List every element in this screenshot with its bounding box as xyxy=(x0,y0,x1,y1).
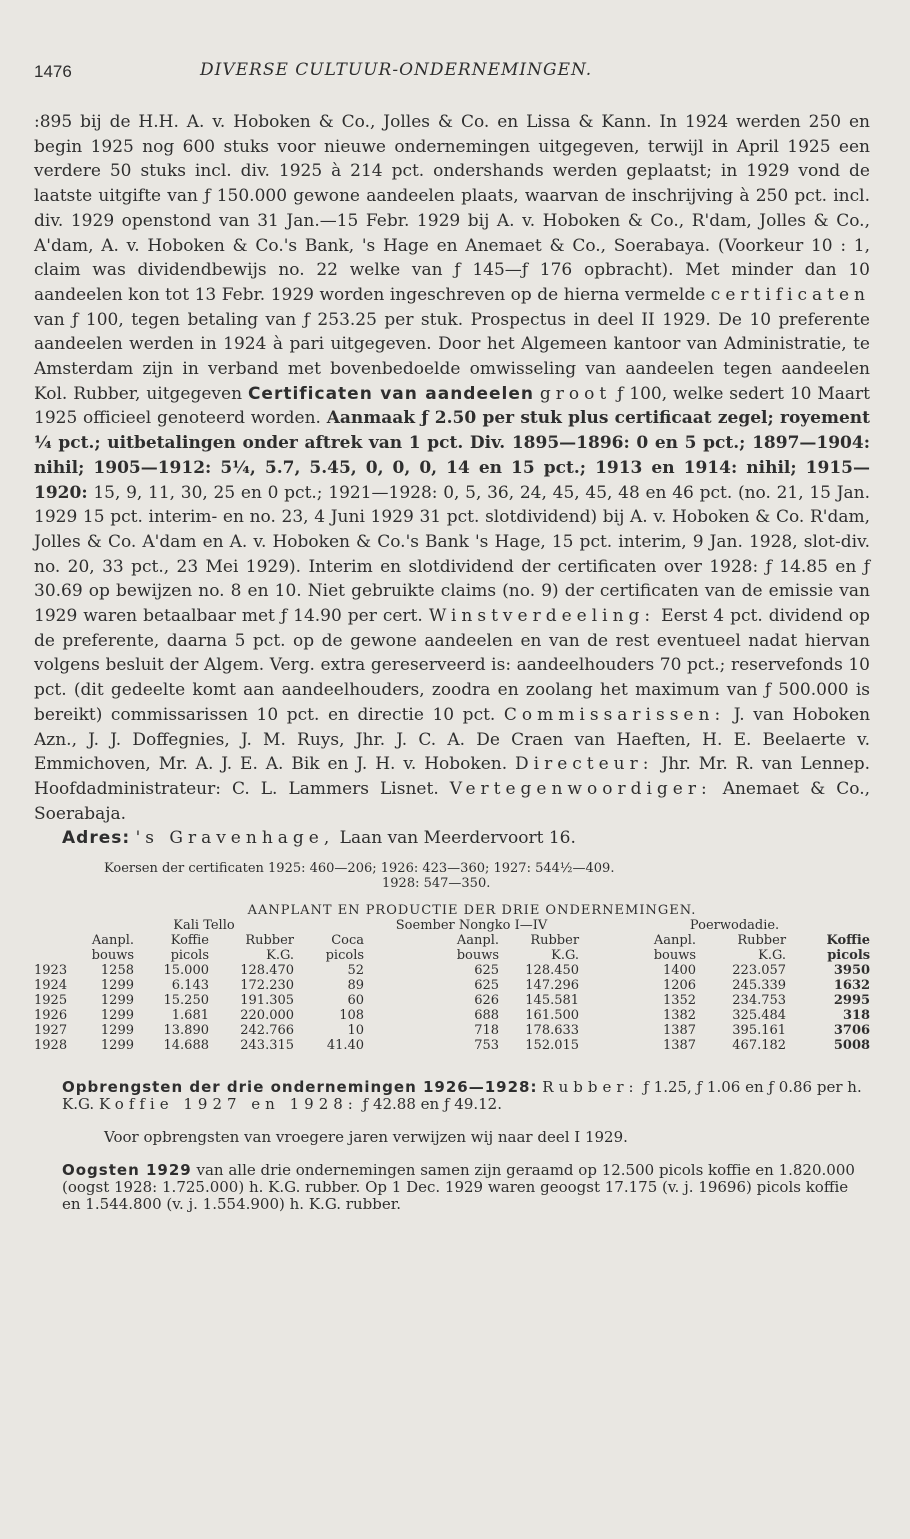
table-cell: 10 xyxy=(347,1023,365,1039)
table-cell: 2995 xyxy=(833,993,871,1009)
table-cell: 5008 xyxy=(833,1038,871,1054)
table-cell: 718 xyxy=(474,1023,500,1039)
table-cell: 60 xyxy=(347,993,365,1009)
table-cell: 1387 xyxy=(662,1038,697,1054)
column-unit: bouws xyxy=(91,948,134,964)
table-cell: 1299 xyxy=(100,978,134,994)
table-cell: 753 xyxy=(474,1038,500,1054)
column-unit: K.G. xyxy=(758,948,787,964)
table-cell: 13.890 xyxy=(163,1023,209,1039)
bold-run: Aanmaak ƒ 2.50 per stuk plus certificaat zegel; royement ¼ pct.; uitbetalingen onder aftrek van 1 pct. Div. 1895—1896: 0 en 5 pct.; 1897—1904: nihil; 1905—1912: 5¼, 5.7, 5.45, 0, 0, 0, 14 en 15 pct.; 1913 en 1914: nihil; 1915—1920: xyxy=(34,408,870,503)
certificate-prices xyxy=(104,861,870,891)
table-cell: 152.015 xyxy=(525,1038,580,1054)
header-row xyxy=(34,933,870,948)
table-cell: 626 xyxy=(474,993,500,1009)
table-cell: 3706 xyxy=(833,1023,871,1039)
table-cell: 223.057 xyxy=(732,963,787,979)
table-cell: 688 xyxy=(474,1008,500,1024)
table-row xyxy=(34,1023,870,1038)
production-grid xyxy=(34,918,870,1053)
table-cell: 15.000 xyxy=(163,963,209,979)
column-header: Koffie xyxy=(170,933,209,949)
section-heading-certificaten: Certificaten van aandeelen xyxy=(247,383,534,404)
table-cell: 89 xyxy=(347,978,365,994)
harvest-paragraph xyxy=(34,1162,870,1213)
column-header: Koffie xyxy=(826,933,871,949)
table-cell: 625 xyxy=(474,978,500,994)
table-cell: 172.230 xyxy=(240,978,295,994)
table-cell: 6.143 xyxy=(171,978,209,994)
table-cell: 1387 xyxy=(662,1023,697,1039)
group-kali-tello: Kali Tello xyxy=(173,918,235,934)
table-cell: 1299 xyxy=(100,1038,134,1054)
page-number: 1476 xyxy=(34,62,72,81)
table-row xyxy=(34,993,870,1008)
table-cell: 1299 xyxy=(100,993,134,1009)
column-header: Coca xyxy=(331,933,365,949)
column-unit: picols xyxy=(325,948,365,964)
table-cell: 625 xyxy=(474,963,500,979)
column-header: Rubber xyxy=(245,933,295,949)
text-run: J. van Hoboken Azn., J. J. Doffegnies, J. M. Ruys, Jhr. J. C. A. De Craen van Haeften, H. E. Beelaerte v. Emmichoven, Mr. A. J. E. A. Bik en J. H. v. Hoboken. xyxy=(34,704,871,775)
table-cell: 318 xyxy=(842,1008,871,1024)
column-header: Rubber xyxy=(530,933,580,949)
table-cell: 1632 xyxy=(833,978,871,994)
table-row xyxy=(34,1038,870,1053)
table-cell: 52 xyxy=(347,963,365,979)
table-cell: 128.470 xyxy=(240,963,295,979)
prices-line: 1928: 547—350. xyxy=(382,876,491,892)
text-run: ƒ 1.25, ƒ 1.06 en ƒ 0.86 per h. K.G. xyxy=(62,1078,862,1114)
column-unit: bouws xyxy=(456,948,500,964)
column-header: Rubber xyxy=(737,933,787,949)
row-year: 1924 xyxy=(34,978,68,994)
running-header xyxy=(34,58,876,88)
text-run: Jhr. Mr. R. van Lennep. Hoofdadministrateur: C. L. Lammers Lisnet. xyxy=(34,754,870,799)
harvest-heading: Oogsten 1929 xyxy=(62,1161,192,1180)
yields-paragraph xyxy=(34,1079,870,1113)
table-cell: 108 xyxy=(339,1008,365,1024)
unit-row xyxy=(34,948,870,963)
prices-line: Koersen der certificaten 1925: 460—206; 1926: 423—360; 1927: 544½—409. xyxy=(104,861,615,877)
table-cell: 1382 xyxy=(662,1008,697,1024)
closing-notes xyxy=(34,1079,870,1213)
column-unit: K.G. xyxy=(551,948,580,964)
table-body xyxy=(34,963,870,1053)
table-cell: 1.681 xyxy=(171,1008,209,1024)
table-cell: 1258 xyxy=(100,963,134,979)
column-unit: bouws xyxy=(653,948,697,964)
column-header: Aanpl. xyxy=(91,933,134,949)
table-cell: 191.305 xyxy=(240,993,295,1009)
table-cell: 3950 xyxy=(833,963,871,979)
group-soember-nongko: Soember Nongko I—IV xyxy=(395,918,548,934)
text-run: 15, 9, 11, 30, 25 en 0 pct.; 1921—1928: 0, 5, 36, 24, 45, 45, 48 en 46 pct. (no. 21, 15 Jan. 1929 15 pct. interim- en no. 23, 4 Juni 1929 31 pct. slotdividend) bij A. v. Hoboken & Co. R'dam, Jolles & Co. A'dam en A. v. Hoboken & Co.'s Bank 's Hage, 15 pct. interim, 9 Jan. 1928, slot-div. no. 20, 33 pct., 23 Mei 1929). Interim en slotdividend der certificaten over 1928: ƒ 14.85 en ƒ 30.69 op bewijzen no. 8 en 10. Niet gebruikte claims (no. 9) der certificaten van de emissie van 1929 waren betaalbaar met ƒ 14.90 per cert. xyxy=(34,482,870,627)
table-cell: 178.633 xyxy=(525,1023,580,1039)
column-header: Aanpl. xyxy=(653,933,697,949)
table-cell: 147.296 xyxy=(525,978,580,994)
production-table xyxy=(34,903,870,1053)
running-title: DIVERSE CULTUUR-ONDERNEMINGEN. xyxy=(200,60,593,80)
table-row xyxy=(34,963,870,978)
text-run: ƒ 100, welke sedert 10 Maart 1925 officieel genoteerd worden. xyxy=(34,383,871,429)
spaced-term-rubber: Rubber: xyxy=(542,1078,639,1097)
reference-note: Voor opbrengsten van vroegere jaren verwijzen wij naar deel I 1929. xyxy=(104,1128,628,1147)
text-run: Anemaet & Co., Soerabaja. xyxy=(34,778,871,824)
table-cell: 467.182 xyxy=(732,1038,787,1054)
row-year: 1925 xyxy=(34,993,68,1009)
spaced-term: certificaten xyxy=(710,284,870,305)
table-cell: 1352 xyxy=(662,993,697,1009)
group-poerwodadie: Poerwodadie. xyxy=(689,918,780,934)
address-street: Laan van Meerdervoort 16. xyxy=(339,828,576,849)
spaced-term-winstverdeeling: Winstverdeeling: xyxy=(428,606,656,627)
table-cell: 1299 xyxy=(100,1008,134,1024)
table-cell: 245.339 xyxy=(732,978,787,994)
table-cell: 14.688 xyxy=(163,1038,209,1054)
table-cell: 243.315 xyxy=(240,1038,295,1054)
table-cell: 15.250 xyxy=(163,993,209,1009)
address-label: Adres: xyxy=(62,828,131,849)
table-row xyxy=(34,1008,870,1023)
spaced-term: groot xyxy=(539,383,612,404)
column-unit: K.G. xyxy=(266,948,295,964)
text-run: ƒ 42.88 en ƒ 49.12. xyxy=(362,1095,502,1114)
text-run: van alle drie ondernemingen samen zijn geraamd op 12.500 picols koffie en 1.820.000 (oogst 1928: 1.725.000) h. K.G. rubber. Op 1 Dec. 1929 waren geoogst 17.175 (v. j. 19696) picols koffie en 1.544.800 (v. j. 1.554.900) h. K.G. rubber. xyxy=(62,1161,855,1214)
table-caption: AANPLANT EN PRODUCTIE DER DRIE ONDERNEMINGEN. xyxy=(247,903,697,919)
main-text xyxy=(34,110,870,1213)
table-cell: 234.753 xyxy=(732,993,787,1009)
table-cell: 220.000 xyxy=(240,1008,295,1024)
text-run: :895 bij de H.H. A. v. Hoboken & Co., Jolles & Co. en Lissa & Kann. In 1924 werden 250 en begin 1925 nog 600 stuks voor nieuwe ondernemingen uitgegeven, terwijl in April 1925 een verdere 50 stuks incl. div. 1925 à 214 pct. ondershands werden geplaatst; in 1929 vond de laatste uitgifte van ƒ 150.000 gewone aandeelen plaats, waarvan de inschrijving à 250 pct. incl. div. 1929 openstond van 31 Jan.—15 Febr. 1929 bij A. v. Hoboken & Co., R'dam, Jolles & Co., A'dam, A. v. Hoboken & Co.'s Bank, 's Hage en Anemaet & Co., Soerabaya. (Voorkeur 10 : 1, claim was dividendbewijs no. 22 welke van ƒ 145—ƒ 176 opbracht). Met minder dan 10 aandeelen kon tot 13 Febr. 1929 worden ingeschreven op de hierna vermelde xyxy=(34,112,870,305)
spaced-term-koffie: Koffie 1927 en 1928: xyxy=(98,1095,358,1114)
table-cell: 242.766 xyxy=(240,1023,295,1039)
spaced-term-directeur: Directeur: xyxy=(515,754,654,775)
row-year: 1927 xyxy=(34,1023,68,1039)
table-cell: 41.40 xyxy=(326,1038,365,1054)
column-unit: picols xyxy=(170,948,209,964)
table-cell: 1400 xyxy=(662,963,697,979)
spaced-term-vertegenwoordiger: Vertegenwoordiger: xyxy=(449,778,712,799)
column-header: Aanpl. xyxy=(456,933,500,949)
address-line xyxy=(34,826,870,851)
table-cell: 325.484 xyxy=(732,1008,787,1024)
table-cell: 1206 xyxy=(662,978,697,994)
row-year: 1928 xyxy=(34,1038,68,1054)
table-cell: 395.161 xyxy=(732,1023,787,1039)
company-paragraph xyxy=(34,110,870,826)
spaced-term-commissarissen: Commissarissen: xyxy=(503,704,726,725)
text-run: van ƒ 100, tegen betaling van ƒ 253.25 per stuk. Prospectus in deel II 1929. De 10 preferente aandeelen werden in 1924 à pari uitgegeven. Door het Algemeen kantoor van Administratie, te Amsterdam zijn in verband met bovenbedoelde omwisseling van aandeelen tegen aandeelen Kol. Rubber, uitgegeven xyxy=(34,309,870,404)
table-cell: 1299 xyxy=(100,1023,134,1039)
yields-heading: Opbrengsten der drie ondernemingen 1926—1928: xyxy=(62,1078,538,1097)
table-cell: 128.450 xyxy=(525,963,580,979)
group-header-row xyxy=(34,918,870,933)
row-year: 1923 xyxy=(34,963,68,979)
column-unit: picols xyxy=(827,948,871,964)
address-city: 's Gravenhage, xyxy=(135,828,335,849)
row-year: 1926 xyxy=(34,1008,68,1024)
text-run: Eerst 4 pct. dividend op de preferente, daarna 5 pct. op de gewone aandeelen en van de rest eventueel nadat hiervan volgens besluit der Algem. Verg. extra gereserveerd is: aandeelhouders 70 pct.; reservefonds 10 pct. (dit gedeelte komt aan aandeelhouders, zoodra en zoolang het maximum van ƒ 500.000 is bereikt) commissarissen 10 pct. en directie 10 pct. xyxy=(34,606,870,725)
table-row xyxy=(34,978,870,993)
table-cell: 161.500 xyxy=(525,1008,580,1024)
table-cell: 145.581 xyxy=(525,993,580,1009)
